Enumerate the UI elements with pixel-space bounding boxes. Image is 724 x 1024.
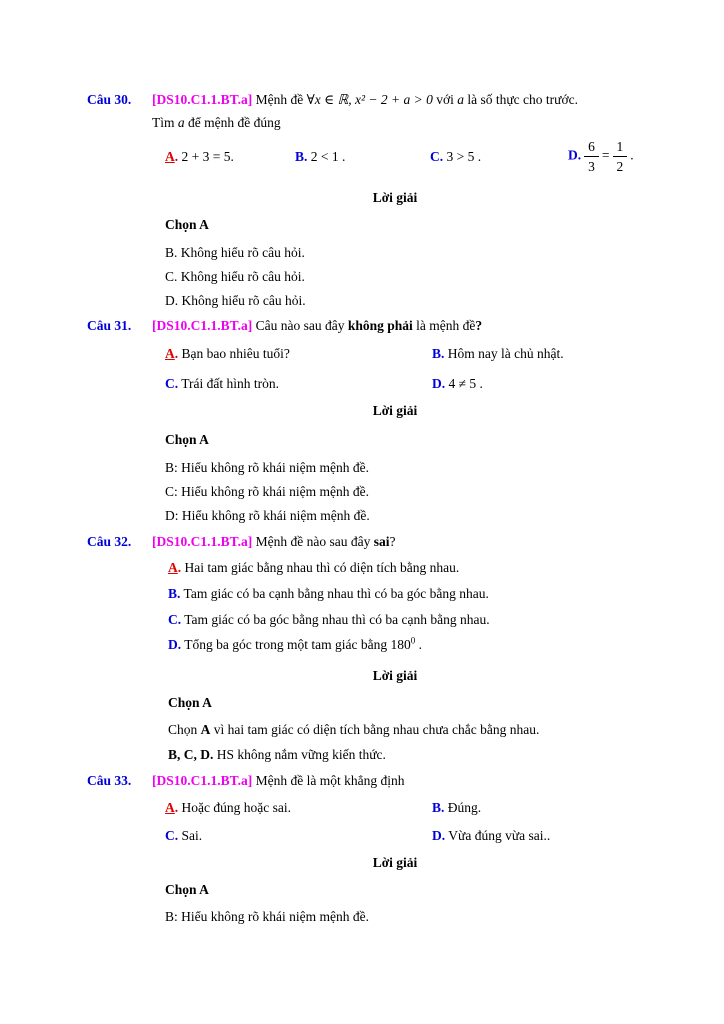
solution-heading: Lời giải (372, 190, 418, 205)
option-b: B. 2 < 1 . (295, 148, 346, 164)
question-30-stem-pre: Mệnh đề (252, 92, 307, 107)
option-c: C. Tam giác có ba góc bằng nhau thì có ba cạnh bằng nhau. (168, 612, 490, 627)
option-a: A. Hoặc đúng hoặc sai. (165, 800, 291, 815)
question-31-tag: [DS10.C1.1.BT.a] (152, 318, 253, 333)
option-b: B. Đúng. (432, 800, 482, 815)
question-30-stem-mid: với (432, 92, 458, 107)
question-30-heading (87, 88, 578, 111)
question-33-options-row2 (165, 824, 550, 847)
question-30-number: Câu 30. (87, 92, 132, 107)
question-30-stem-post: là số thực cho trước. (463, 92, 578, 107)
degree-superscript: 0 (410, 635, 416, 646)
option-a: A. Hai tam giác bằng nhau thì có diện tích bằng nhau. (168, 560, 460, 575)
question-32-tag: [DS10.C1.1.BT.a] (152, 534, 253, 549)
fraction-1-2: $\frac{1}{2}$ (613, 137, 628, 176)
solution-heading: Lời giải (372, 403, 418, 418)
question-30-options (165, 133, 634, 179)
explanation-line: D. Không hiểu rõ câu hỏi. (165, 293, 306, 308)
question-33-heading: Câu 33. [DS10.C1.1.BT.a] Mệnh đề là một khẳng định (87, 769, 405, 792)
question-32-heading: Câu 32. [DS10.C1.1.BT.a] Mệnh đề nào sau đây sai? (87, 530, 396, 553)
question-31-number: Câu 31. (87, 318, 132, 333)
explanation-line: B: Hiểu không rõ khái niệm mệnh đề. (165, 460, 369, 475)
fraction-6-3: $\frac{6}{3}$ (584, 137, 599, 176)
option-a: A. Bạn bao nhiêu tuổi? (165, 346, 290, 361)
question-31-options-row1 (165, 342, 564, 365)
chosen-answer: Chọn A (165, 432, 209, 447)
option-b: B. Hôm nay là chủ nhật. (432, 346, 564, 361)
option-d: D. $\frac{6}{3}$ = $\frac{1}{2}$ . (568, 138, 634, 174)
option-a: A. 2 + 3 = 5. (165, 148, 234, 164)
explanation-line: B. Không hiểu rõ câu hỏi. (165, 245, 305, 260)
explanation-line: D: Hiểu không rõ khái niệm mệnh đề. (165, 508, 370, 523)
question-33-number: Câu 33. (87, 773, 132, 788)
question-30-stem-line2: Tìm a để mệnh đề đúng (152, 115, 281, 130)
explanation-line: C. Không hiểu rõ câu hỏi. (165, 269, 305, 284)
chosen-answer: Chọn A (165, 217, 209, 232)
explanation-line: C: Hiểu không rõ khái niệm mệnh đề. (165, 484, 369, 499)
question-32-number: Câu 32. (87, 534, 132, 549)
chosen-answer: Chọn A (168, 695, 212, 710)
explanation-line: B, C, D. HS không nắm vững kiến thức. (168, 747, 386, 762)
option-c: C. 3 > 5 . (430, 148, 482, 164)
question-31-heading: Câu 31. [DS10.C1.1.BT.a] Câu nào sau đây không phải là mệnh đề? (87, 314, 482, 337)
chosen-answer: Chọn A (165, 882, 209, 897)
option-c: C. Sai. (165, 828, 203, 843)
option-d: D. Vừa đúng vừa sai.. (432, 828, 551, 843)
solution-heading: Lời giải (372, 855, 418, 870)
question-33-options-row1 (165, 796, 481, 819)
option-b: B. Tam giác có ba cạnh bằng nhau thì có ba góc bằng nhau. (168, 586, 489, 601)
solution-heading: Lời giải (372, 668, 418, 683)
explanation-line: Chọn A vì hai tam giác có diện tích bằng nhau chưa chắc bằng nhau. (168, 722, 540, 737)
question-31-options-row2 (165, 372, 483, 395)
question-33-tag: [DS10.C1.1.BT.a] (152, 773, 253, 788)
option-d: D. Tổng ba góc trong một tam giác bằng $180^0$ . (168, 635, 422, 652)
option-d: D. 4 ≠ 5 . (432, 376, 483, 391)
question-30-formula: ∀x ∈ ℝ, x² − 2 + a > 0 (306, 92, 433, 107)
question-30-var: a (457, 92, 464, 107)
explanation-line: B: Hiểu không rõ khái niệm mệnh đề. (165, 909, 369, 924)
question-30-tag: [DS10.C1.1.BT.a] (152, 92, 253, 107)
option-c: C. Trái đất hình tròn. (165, 376, 280, 391)
